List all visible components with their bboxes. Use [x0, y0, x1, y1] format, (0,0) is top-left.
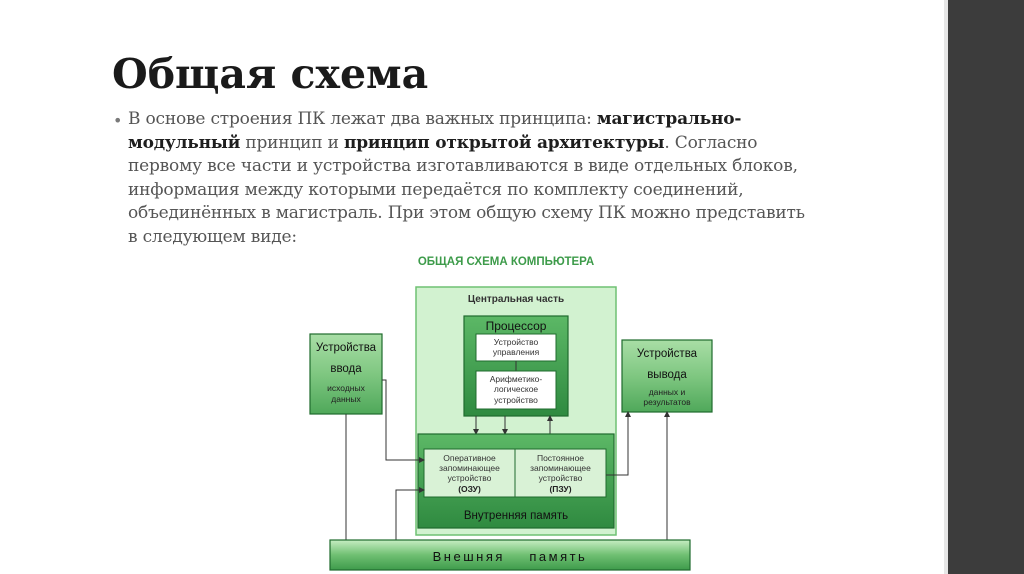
diagram-title: ОБЩАЯ СХЕМА КОМПЬЮТЕРА [417, 256, 595, 268]
rom-line-3: устройство [538, 473, 583, 483]
control-unit-line-2: управления [492, 347, 540, 357]
output-sub-line-2: результатов [643, 397, 691, 407]
slide-title: Общая схема [112, 50, 429, 98]
rom-line-4: (ПЗУ) [549, 484, 572, 494]
internal-memory-label: Внутренняя память [463, 510, 569, 522]
central-part-label: Центральная часть [467, 294, 565, 305]
processor-label: Процессор [485, 319, 547, 333]
control-unit-line-1: Устройство [493, 337, 539, 347]
ram-line-1: Оперативное [443, 453, 496, 463]
bullet-marker: • [113, 111, 123, 130]
input-sub-line-1: исходных [327, 383, 365, 393]
alu-line-1: Арифметико- [489, 374, 543, 384]
external-memory-label: Внешняя память [432, 549, 588, 564]
paragraph-segment-3: . Согласно первому все части и устройства изготавливаются в виде отдельных блоков, информация между которыми передаётся по комплекту соединений, объединённых в магистраль. При этом общую схему ПК можно представить в следующем виде: [128, 132, 805, 247]
paragraph-segment-2: принцип и [240, 132, 344, 153]
ram-line-2: запоминающее [439, 463, 500, 473]
paragraph-segment-1: В основе строения ПК лежат два важных принципа: [128, 109, 597, 129]
ram-line-3: устройство [447, 473, 492, 483]
ram-line-4: (ОЗУ) [458, 484, 481, 494]
alu-line-3: устройство [494, 395, 538, 405]
output-title-line-2: вывода [647, 369, 687, 381]
rom-line-2: запоминающее [530, 463, 591, 473]
computer-scheme-diagram [300, 250, 720, 574]
input-title-line-2: ввода [330, 363, 362, 375]
paragraph-bold-1: магистрально-модульный [128, 109, 742, 153]
right-sidebar [948, 0, 1024, 574]
sidebar-edge [944, 0, 948, 574]
alu-line-2: логическое [493, 384, 539, 394]
paragraph-bold-2: принцип открытой архитектуры [343, 132, 665, 153]
output-title-line-1: Устройства [636, 348, 698, 360]
output-sub-line-1: данных и [648, 387, 686, 397]
slide-paragraph [128, 108, 808, 249]
rom-line-1: Постоянное [536, 453, 585, 463]
input-title-line-1: Устройства [315, 342, 377, 354]
input-sub-line-2: данных [331, 394, 361, 404]
